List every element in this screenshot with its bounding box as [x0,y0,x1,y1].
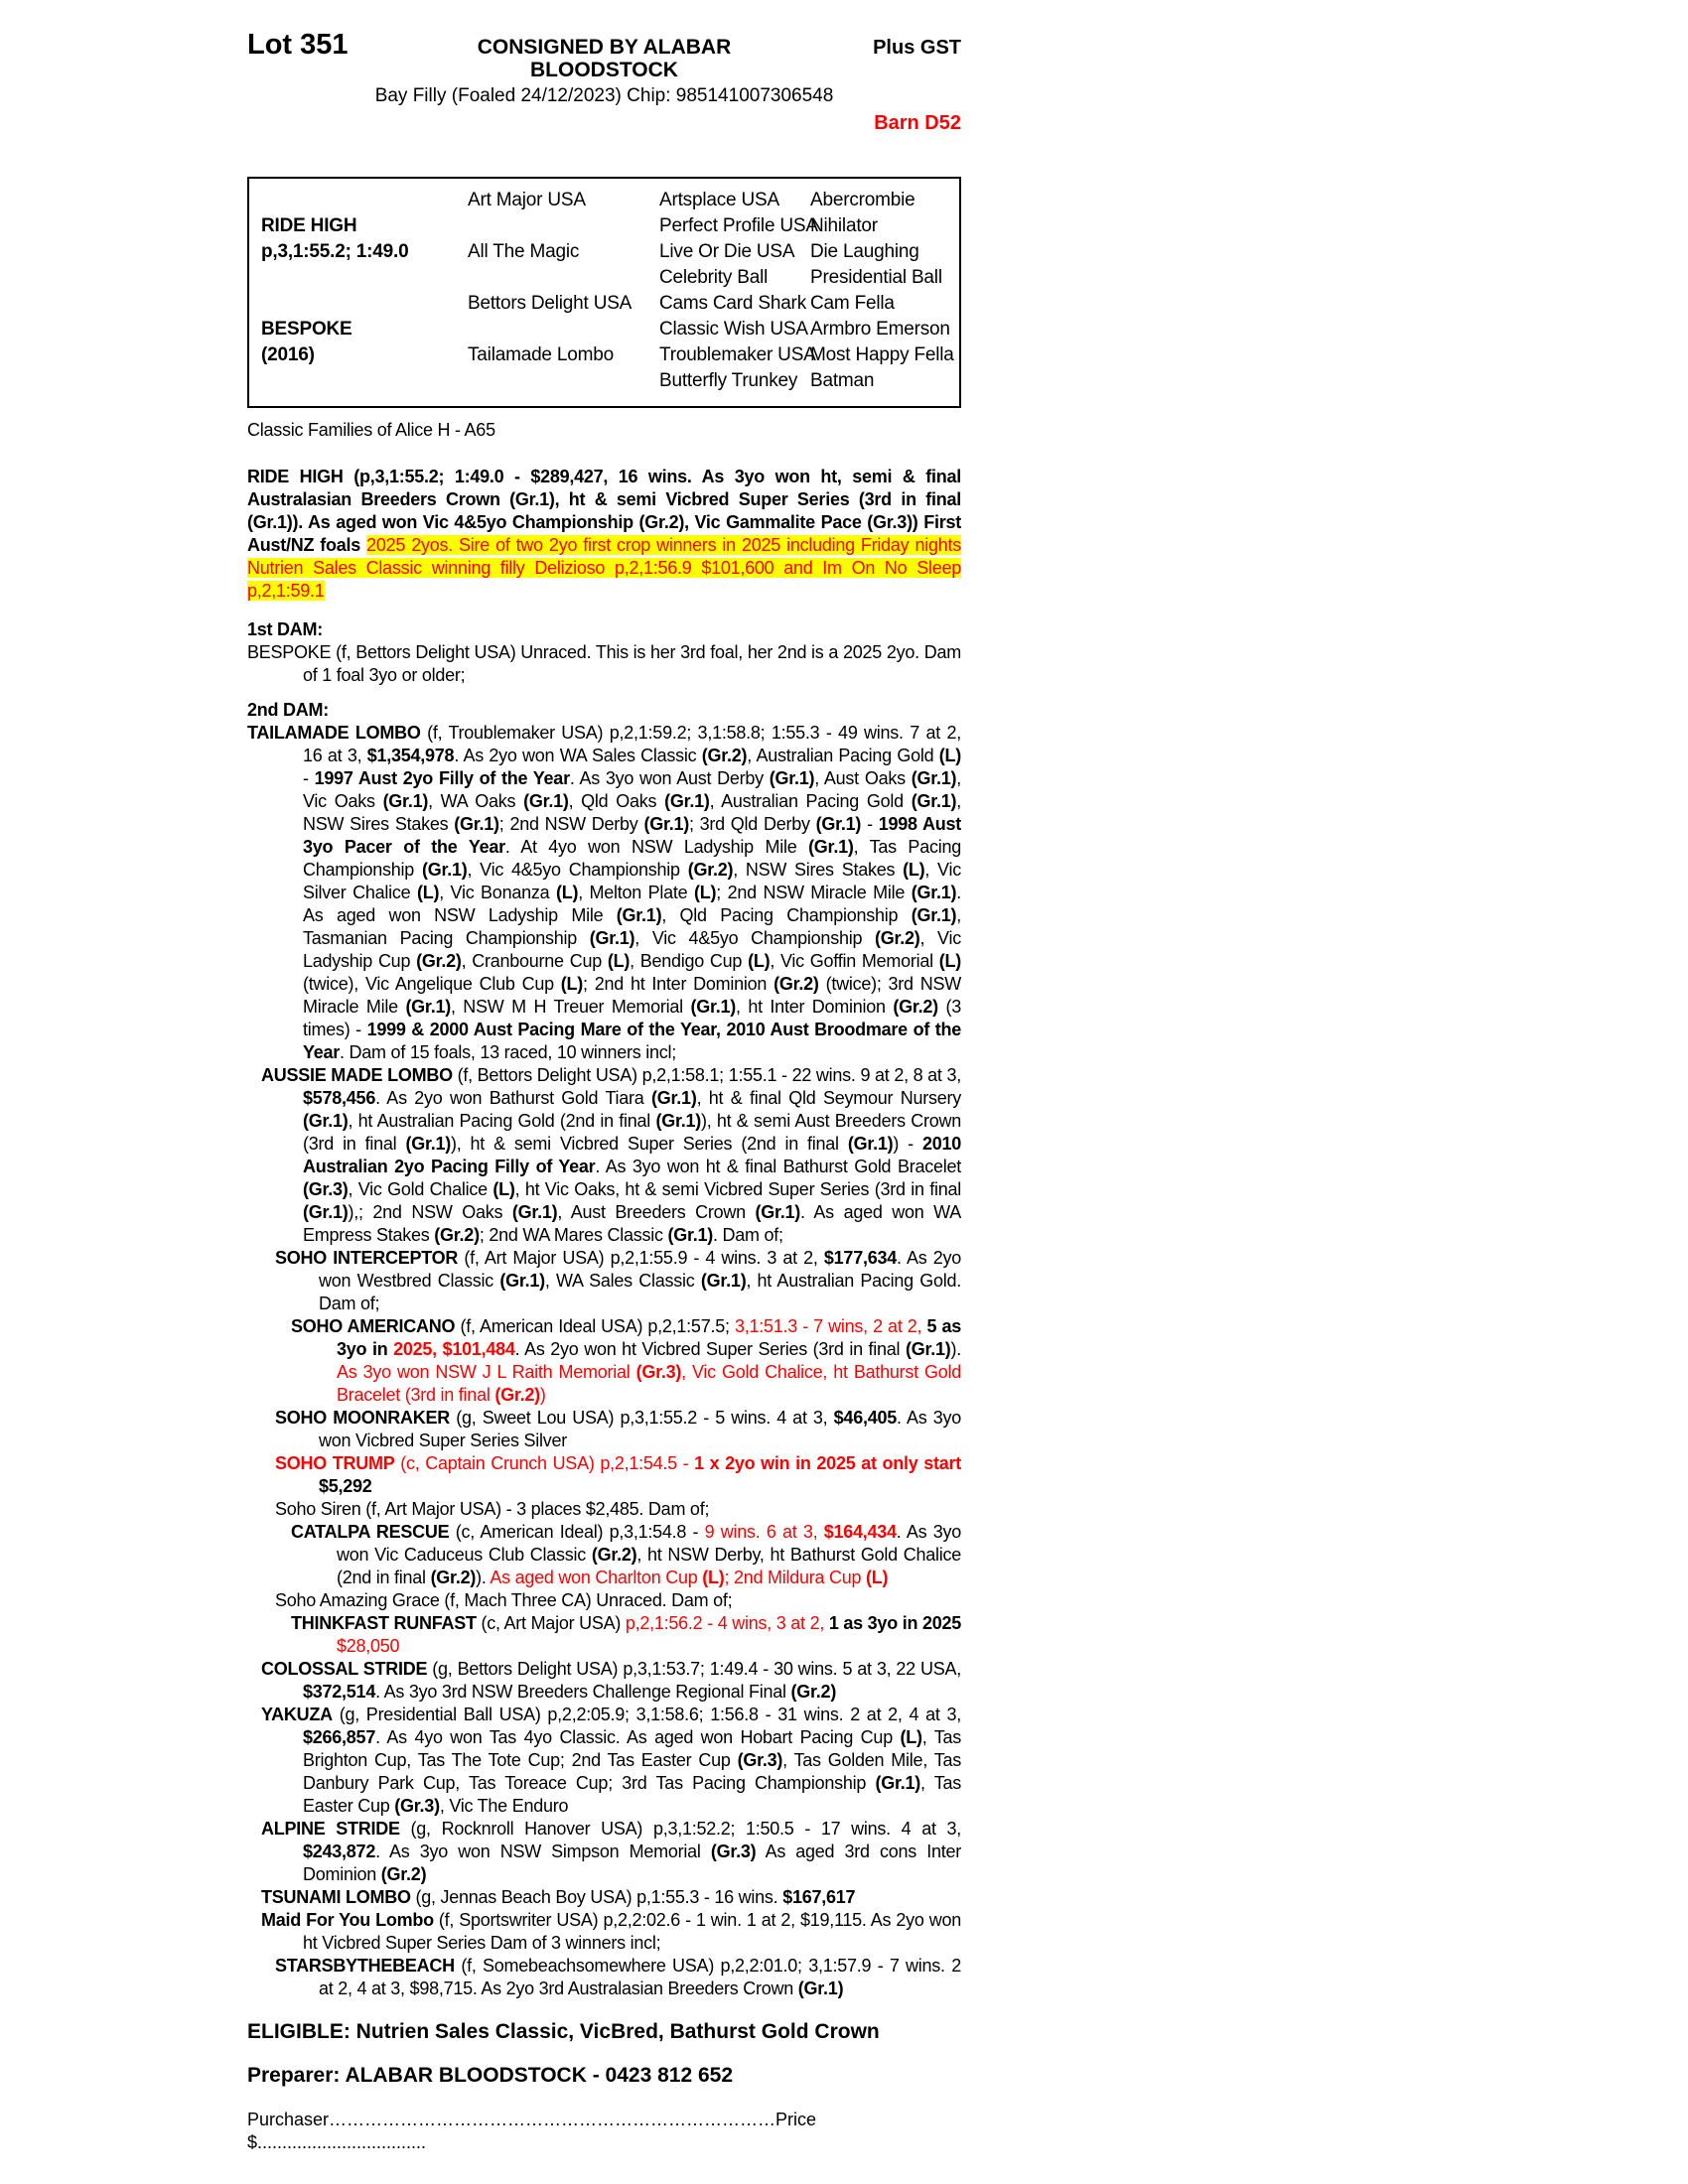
progeny-catalpa-rescue: CATALPA RESCUE (c, American Ideal) p,3,1:54.8 - 9 wins. 6 at 3, $164,434. As 3yo won Vic Caduceus Club Classic (Gr.2), ht NSW Derby, ht Bathurst Gold Chalice (2nd in final (Gr.2)). As aged won Charlton Cup (L); 2nd Mildura Cup (L) [291,1522,961,1587]
granddam-1: All The Magic [468,241,580,262]
barn-number: Barn D52 [874,112,961,134]
preparer-line: Preparer: ALABAR BLOODSTOCK - 0423 812 652 [247,2064,733,2087]
progeny-thinkfast-runfast: THINKFAST RUNFAST (c, Art Major USA) p,2,1:56.2 - 4 wins, 3 at 2, 1 as 3yo in 2025 $28,050 [291,1613,962,1656]
progeny-alpine-stride: ALPINE STRIDE (g, Rocknroll Hanover USA) p,3,1:52.2; 1:50.5 - 17 wins. 4 at 3, $243,872. As 3yo won NSW Simpson Memorial (Gr.3) As aged 3rd cons Inter Dominion (Gr.2) [261,1819,961,1884]
great-great-grandparent: Cam Fella [810,293,895,314]
eligibility-line: ELIGIBLE: Nutrien Sales Classic, VicBred, Bathurst Gold Crown [247,2020,880,2043]
granddam-2: Tailamade Lombo [468,344,614,365]
progeny-soho-moonraker: SOHO MOONRAKER (g, Sweet Lou USA) p,3,1:55.2 - 5 wins. 4 at 3, $46,405. As 3yo won Vicbred Super Series Silver [275,1408,961,1450]
second-dam-paragraph: TAILAMADE LOMBO (f, Troublemaker USA) p,2,1:59.2; 3,1:58.8; 1:55.3 - 49 wins. 7 at 2, 16 at 3, $1,354,978. As 2yo won WA Sales Classic (Gr.2), Australian Pacing Gold (L) - 1997 Aust 2yo Filly of the Year. As 3yo won Aust Derby (Gr.1), Aust Oaks (Gr.1), Vic Oaks (Gr.1), WA Oaks (Gr.1), Qld Oaks (Gr.1), Australian Pacing Gold (Gr.1), NSW Sires Stakes (Gr.1); 2nd NSW Derby (Gr.1); 3rd Qld Derby (Gr.1) - 1998 Aust 3yo Pacer of the Year. At 4yo won NSW Ladyship Mile (Gr.1), Tas Pacing Championship (Gr.1), Vic 4&5yo Championship (Gr.2), NSW Sires Stakes (L), Vic Silver Chalice (L), Vic Bonanza (L), Melton Plate (L); 2nd NSW Miracle Mile (Gr.1). As aged won NSW Ladyship Mile (Gr.1), Qld Pacing Championship (Gr.1), Tasmanian Pacing Championship (Gr.1), Vic 4&5yo Championship (Gr.2), Vic Ladyship Cup (Gr.2), Cranbourne Cup (L), Bendigo Cup (L), Vic Goffin Memorial (L) (twice), Vic Angelique Club Cup (L); 2nd ht Inter Dominion (Gr.2) (twice); 3rd NSW Miracle Mile (Gr.1), NSW M H Treuer Memorial (Gr.1), ht Inter Dominion (Gr.2) (3 times) - 1999 & 2000 Aust Pacing Mare of the Year, 2010 Aust Broodmare of the Year. Dam of 15 foals, 13 raced, 10 winners incl; [247,723,962,1062]
great-grandparent: Troublemaker USA [659,344,816,365]
gst-note: Plus GST [873,37,961,59]
price-blank: .................................. [257,2132,427,2152]
progeny-starsbythebeach: STARSBYTHEBEACH (f, Somebeachsomewhere USA) p,2,2:01.0; 3,1:57.9 - 7 wins. 2 at 2, 4 at 3, $98,715. As 2yo 3rd Australasian Breeders Crown (Gr.1) [275,1956,961,1998]
purchaser-line [247,2109,961,2154]
grandsire-1: Art Major USA [468,190,586,210]
second-dam-heading: 2nd DAM: [247,700,329,720]
first-dam-paragraph: BESPOKE (f, Bettors Delight USA) Unraced. This is her 3rd foal, her 2nd is a 2025 2yo. Dam of 1 foal 3yo or older; [247,642,961,685]
great-great-grandparent: Die Laughing [810,241,919,262]
great-great-grandparent: Most Happy Fella [810,344,954,365]
progeny-colossal-stride: COLOSSAL STRIDE (g, Bettors Delight USA) p,3,1:53.7; 1:49.4 - 30 wins. 5 at 3, 22 USA, $372,514. As 3yo 3rd NSW Breeders Challenge Regional Final (Gr.2) [261,1659,961,1702]
dam-name: BESPOKE [261,319,352,340]
grandsire-2: Bettors Delight USA [468,293,633,314]
purchaser-label: Purchaser [247,2110,330,2129]
page-content [247,0,961,2154]
great-great-grandparent: Abercrombie [810,190,915,210]
sire-record: p,3,1:55.2; 1:49.0 [261,241,409,262]
progeny-soho-siren: Soho Siren (f, Art Major USA) - 3 places $2,485. Dam of; [275,1499,710,1519]
sire-performance-note: RIDE HIGH (p,3,1:55.2; 1:49.0 - $289,427, 16 wins. As 3yo won ht, semi & final Australasian Breeders Crown (Gr.1), ht & semi Vicbred Super Series (3rd in final (Gr.1)). As aged won Vic 4&5yo Championship (Gr.2), Vic Gammalite Pace (Gr.3)) First Aust/NZ foals 2025 2yos. Sire of two 2yo first crop winners in 2025 including Friday nights Nutrien Sales Classic winning filly Delizioso p,2,1:56.9 $101,600 and Im On No Sleep p,2,1:59.1 [247,467,962,601]
great-grandparent: Live Or Die USA [659,241,795,262]
great-grandparent: Artsplace USA [659,190,779,210]
great-grandparent: Cams Card Shark [659,293,806,314]
progeny-soho-interceptor: SOHO INTERCEPTOR (f, Art Major USA) p,2,1:55.9 - 4 wins. 3 at 2, $177,634. As 2yo won Westbred Classic (Gr.1), WA Sales Classic (Gr.1), ht Australian Pacing Gold. Dam of; [275,1248,962,1313]
great-grandparent: Classic Wish USA [659,319,808,340]
purchaser-blank: ………………………………………………………………… [329,2110,776,2129]
family-classification: Classic Families of Alice H - A65 [247,420,495,440]
progeny-yakuza: YAKUZA (g, Presidential Ball USA) p,2,2:05.9; 3,1:58.6; 1:56.8 - 31 wins. 2 at 2, 4 at 3, $266,857. As 4yo won Tas 4yo Classic. As aged won Hobart Pacing Cup (L), Tas Brighton Cup, Tas The Tote Cup; 2nd Tas Easter Cup (Gr.3), Tas Golden Mile, Tas Danbury Park Cup, Tas Toreace Cup; 3rd Tas Pacing Championship (Gr.1), Tas Easter Cup (Gr.3), Vic The Enduro [261,1705,961,1816]
foal-description: Bay Filly (Foaled 24/12/2023) Chip: 985141007306548 [374,85,834,106]
lot-number: Lot 351 [247,29,349,61]
dam-year: (2016) [261,344,315,365]
progeny-tsunami-lombo: TSUNAMI LOMBO (g, Jennas Beach Boy USA) p,1:55.3 - 16 wins. $167,617 [261,1887,856,1907]
great-grandparent: Butterfly Trunkey [659,370,798,391]
consignor-title: CONSIGNED BY ALABAR BLOODSTOCK [477,36,732,81]
progeny-aussie-made-lombo: AUSSIE MADE LOMBO (f, Bettors Delight USA) p,2,1:58.1; 1:55.1 - 22 wins. 9 at 2, 8 at 3, $578,456. As 2yo won Bathurst Gold Tiara (Gr.1), ht & final Qld Seymour Nursery (Gr.1), ht Australian Pacing Gold (2nd in final (Gr.1)), ht & semi Aust Breeders Crown (3rd in final (Gr.1)), ht & semi Vicbred Super Series (2nd in final (Gr.1)) - 2010 Australian 2yo Pacing Filly of Year. As 3yo won ht & final Bathurst Gold Bracelet (Gr.3), Vic Gold Chalice (L), ht Vic Oaks, ht & semi Vicbred Super Series (3rd in final (Gr.1)),; 2nd NSW Oaks (Gr.1), Aust Breeders Crown (Gr.1). As aged won WA Empress Stakes (Gr.2); 2nd WA Mares Classic (Gr.1). Dam of; [261,1065,962,1245]
pedigree-table [247,177,961,408]
great-great-grandparent: Armbro Emerson [810,319,950,340]
progeny-maid-for-you-lombo: Maid For You Lombo (f, Sportswriter USA) p,2,2:02.6 - 1 win. 1 at 2, $19,115. As 2yo won ht Vicbred Super Series Dam of 3 winners incl; [261,1910,962,1953]
page-header [247,0,961,81]
great-great-grandparent: Batman [810,370,875,391]
progeny-soho-amazing-grace: Soho Amazing Grace (f, Mach Three CA) Unraced. Dam of; [275,1590,733,1610]
first-dam-heading: 1st DAM: [247,619,324,639]
sire-name: RIDE HIGH [261,215,357,236]
price-label: Price $ [247,2110,817,2152]
great-great-grandparent: Presidential Ball [810,267,942,288]
great-grandparent: Celebrity Ball [659,267,769,288]
progeny-soho-trump: SOHO TRUMP (c, Captain Crunch USA) p,2,1:54.5 - 1 x 2yo win in 2025 at only start $5,292 [275,1453,961,1496]
great-grandparent: Perfect Profile USA [659,215,818,236]
progeny-soho-americano: SOHO AMERICANO (f, American Ideal USA) p,2,1:57.5; 3,1:51.3 - 7 wins, 2 at 2, 5 as 3yo in 2025, $101,484. As 2yo won ht Vicbred Super Series (3rd in final (Gr.1)). As 3yo won NSW J L Raith Memorial (Gr.3), Vic Gold Chalice, ht Bathurst Gold Bracelet (3rd in final (Gr.2)) [291,1316,961,1405]
great-great-grandparent: Nihilator [810,215,878,236]
